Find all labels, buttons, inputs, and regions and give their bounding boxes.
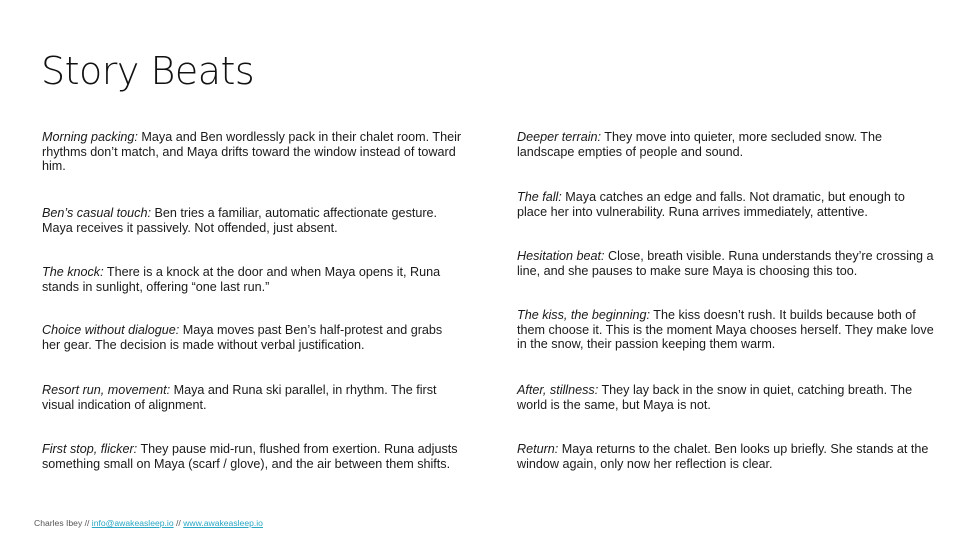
beat-text: Maya catches an edge and falls. Not dramatic, but enough to place her into vulnerability. Runa arrives immediately, attentive. [517, 190, 905, 219]
beat-label: After, stillness: [517, 383, 599, 397]
beat-text: They pause mid-run, flushed from exertion. Runa adjusts something small on Maya (scarf / glove), and the air between them shifts. [42, 442, 458, 471]
story-beat [42, 442, 462, 471]
story-beat [42, 265, 462, 294]
story-beat [42, 383, 462, 412]
beat-text: Maya and Ben wordlessly pack in their chalet room. Their rhythms don’t match, and Maya drifts toward the window instead of toward him. [42, 130, 462, 173]
beat-text: Ben tries a familiar, automatic affectionate gesture. Maya receives it passively. Not offended, just absent. [42, 206, 438, 235]
beat-text: The kiss doesn’t rush. It builds because both of them choose it. This is the moment Maya chooses herself. They make love in the snow, their passion keeping them warm. [517, 308, 934, 351]
story-beat [517, 308, 937, 352]
story-beat [517, 130, 937, 159]
footer-author: Charles Ibey // [34, 518, 92, 528]
footer [34, 518, 263, 528]
footer-separator: // [173, 518, 184, 528]
beat-text: Close, breath visible. Runa understands they’re crossing a line, and she pauses to make sure Maya is choosing this too. [517, 249, 934, 278]
story-beat [42, 206, 462, 235]
beat-label: Choice without dialogue: [42, 323, 180, 337]
beat-text: They lay back in the snow in quiet, catching breath. The world is the same, but Maya is not. [517, 383, 913, 412]
beat-label: Deeper terrain: [517, 130, 601, 144]
beat-text: There is a knock at the door and when Maya opens it, Runa stands in sunlight, offering “one last run.” [42, 265, 441, 294]
story-beat [517, 249, 937, 278]
beat-text: Maya returns to the chalet. Ben looks up briefly. She stands at the window again, only now her reflection is clear. [517, 442, 929, 471]
story-beat [42, 323, 462, 352]
website-link[interactable]: www.awakeasleep.io [183, 518, 263, 528]
beat-label: Morning packing: [42, 130, 138, 144]
beat-label: Resort run, movement: [42, 383, 171, 397]
beat-label: First stop, flicker: [42, 442, 138, 456]
beat-text: Maya and Runa ski parallel, in rhythm. The first visual indication of alignment. [42, 383, 437, 412]
beat-text: Maya moves past Ben’s half-protest and grabs her gear. The decision is made without verbal justification. [42, 323, 443, 352]
page-title: Story Beats [41, 49, 255, 93]
story-beat [517, 442, 937, 471]
beat-label: The fall: [517, 190, 562, 204]
story-beat [517, 383, 937, 412]
beat-label: Return: [517, 442, 559, 456]
story-beat [42, 130, 462, 174]
beat-label: The knock: [42, 265, 104, 279]
story-beat [517, 190, 937, 219]
beat-label: Hesitation beat: [517, 249, 605, 263]
email-link[interactable]: info@awakeasleep.io [91, 518, 174, 528]
beat-label: Ben’s casual touch: [42, 206, 151, 220]
beat-text: They move into quieter, more secluded snow. The landscape empties of people and sound. [517, 130, 882, 159]
beat-label: The kiss, the beginning: [517, 308, 651, 322]
